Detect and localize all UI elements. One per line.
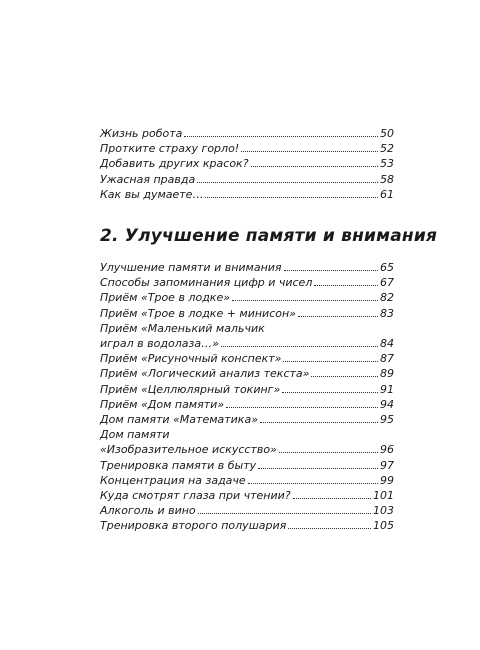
toc-title: Дом памяти: [100, 428, 170, 442]
dot-leader: [251, 166, 378, 167]
section-heading: 2. Улучшение памяти и внимания: [100, 226, 438, 247]
toc-entry: [100, 290, 394, 305]
toc-title: Как вы думаете…: [100, 187, 204, 201]
toc-entry: [100, 156, 394, 171]
toc-entry: [100, 488, 394, 503]
toc-title: Алкоголь и вино: [100, 504, 196, 518]
toc-entry: [100, 172, 394, 187]
toc-page-number: 89: [380, 367, 394, 381]
toc-title: Приём «Рисуночный конспект»: [100, 352, 282, 366]
toc-page-number: 99: [380, 473, 394, 487]
toc-entry: [100, 126, 394, 141]
dot-leader: [260, 422, 378, 423]
dot-leader: [293, 498, 371, 499]
toc-entry: [100, 427, 394, 457]
dot-leader: [284, 270, 378, 271]
toc-entry: [100, 187, 394, 202]
toc-title: Тренировка второго полушария: [100, 519, 287, 533]
toc-title: Концентрация на задаче: [100, 473, 246, 487]
toc-page-number: 97: [380, 458, 394, 472]
toc-entry: [100, 141, 394, 156]
dot-leader: [248, 483, 378, 484]
toc-title: Протките страху горло!: [100, 142, 240, 156]
dot-leader: [282, 392, 378, 393]
dot-leader: [241, 151, 378, 152]
toc-page-number: 103: [373, 504, 394, 518]
toc-page-number: 50: [380, 127, 394, 140]
toc-title: Жизнь робота: [100, 127, 183, 140]
toc-page-number: 96: [380, 443, 394, 457]
toc-page: [100, 126, 438, 534]
toc-entry: [100, 306, 394, 321]
dot-leader: [232, 300, 378, 301]
toc-page-number: 58: [380, 172, 394, 186]
dot-leader: [197, 182, 378, 183]
toc-page-number: 52: [380, 142, 394, 156]
toc-title: Приём «Маленький мальчик: [100, 321, 265, 335]
toc-entry: [100, 275, 394, 290]
dot-leader: [279, 452, 378, 453]
dot-leader: [283, 361, 378, 362]
toc-title: играл в водолаза…»: [100, 337, 219, 351]
toc-entry: [100, 518, 394, 533]
toc-title: Тренировка памяти в быту: [100, 458, 257, 472]
toc-page-number: 53: [380, 157, 394, 171]
toc-title: Добавить других красок?: [100, 157, 249, 171]
toc-title: Ужасная правда: [100, 172, 196, 186]
toc-title: Приём «Трое в лодке + минисон»: [100, 306, 296, 320]
dot-leader: [311, 376, 378, 377]
toc-page-number: 83: [380, 306, 394, 320]
toc-page-number: 87: [380, 352, 394, 366]
toc-section-1: [100, 126, 394, 202]
toc-entry: [100, 503, 394, 518]
toc-page-number: 65: [380, 261, 394, 275]
dot-leader: [314, 285, 378, 286]
toc-title: Способы запоминания цифр и чисел: [100, 276, 313, 290]
toc-entry: [100, 473, 394, 488]
toc-title: «Изобразительное искусство»: [100, 443, 277, 457]
toc-title: Приём «Целлюлярный токинг»: [100, 382, 281, 396]
toc-entry: [100, 397, 394, 412]
toc-page-number: 61: [380, 187, 394, 201]
toc-page-number: 95: [380, 413, 394, 427]
toc-entry: [100, 260, 394, 275]
toc-title: Приём «Трое в лодке»: [100, 291, 230, 305]
toc-entry: [100, 366, 394, 381]
toc-entry: [100, 321, 394, 351]
toc-title: Дом памяти «Математика»: [100, 413, 258, 427]
toc-section-2: [100, 260, 394, 534]
dot-leader: [298, 316, 378, 317]
dot-leader: [288, 528, 371, 529]
dot-leader: [205, 197, 378, 198]
toc-entry: [100, 382, 394, 397]
toc-title: Приём «Логический анализ текста»: [100, 367, 310, 381]
dot-leader: [226, 407, 378, 408]
dot-leader: [184, 136, 378, 137]
dot-leader: [221, 346, 378, 347]
dot-leader: [198, 513, 371, 514]
toc-entry: [100, 351, 394, 366]
toc-title: Куда смотрят глаза при чтении?: [100, 489, 291, 503]
toc-page-number: 101: [373, 489, 394, 503]
toc-title: Улучшение памяти и внимания: [100, 261, 282, 275]
toc-page-number: 91: [380, 382, 394, 396]
toc-entry: [100, 412, 394, 427]
toc-title: Приём «Дом памяти»: [100, 397, 225, 411]
toc-entry: [100, 458, 394, 473]
toc-page-number: 105: [373, 519, 394, 533]
toc-page-number: 84: [380, 337, 394, 351]
toc-page-number: 94: [380, 397, 394, 411]
toc-page-number: 82: [380, 291, 394, 305]
dot-leader: [258, 468, 378, 469]
toc-page-number: 67: [380, 276, 394, 290]
